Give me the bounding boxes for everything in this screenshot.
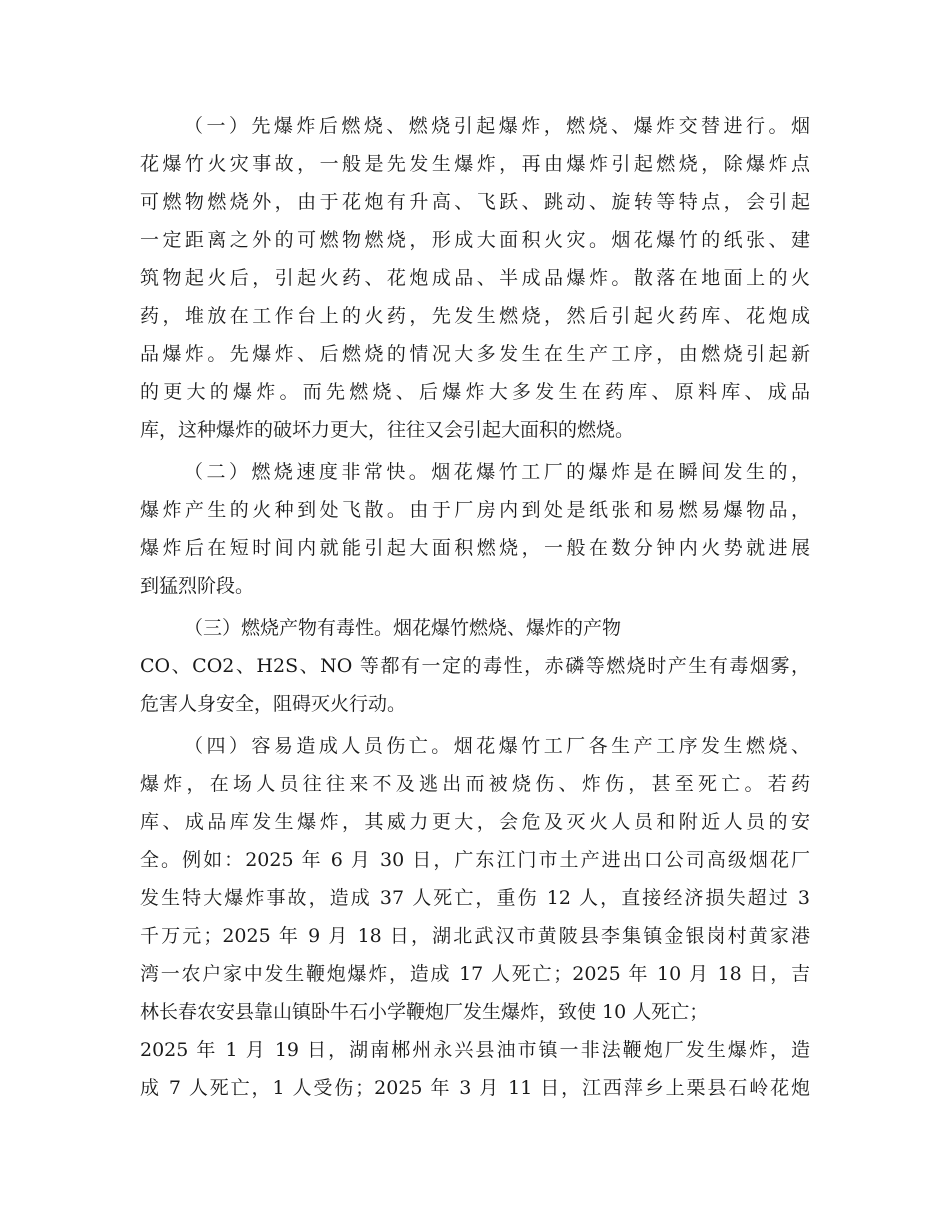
paragraph-line: （二）燃烧速度非常快。烟花爆竹工厂的爆炸是在瞬间发生的，: [184, 461, 810, 483]
paragraph-3: [140, 609, 810, 723]
paragraph-line: 发生特大爆炸事故，造成 37 人死亡，重伤 12 人，直接经济损失超过 3: [140, 887, 810, 909]
paragraph-4: [140, 727, 810, 1107]
paragraph-line: 全。例如：2025 年 6 月 30 日，广东江门市土产进出口公司高级烟花厂: [140, 849, 810, 871]
paragraph-line: 可燃物燃烧外，由于花炮有升高、飞跃、跳动、旋转等特点，会引起: [140, 191, 810, 213]
paragraph-1: [140, 107, 810, 449]
document-body: [140, 107, 810, 1107]
paragraph-line: 药，堆放在工作台上的火药，先发生燃烧，然后引起火药库、花炮成: [140, 305, 810, 327]
paragraph-line: 的更大的爆炸。而先燃烧、后爆炸大多发生在药库、原料库、成品: [140, 381, 810, 403]
paragraph-line: CO、CO2、H2S、NO 等都有一定的毒性，赤磷等燃烧时产生有毒烟雾，: [140, 655, 810, 677]
paragraph-line: 危害人身安全，阻碍灭火行动。: [140, 693, 407, 715]
paragraph-line: 筑物起火后，引起火药、花炮成品、半成品爆炸。散落在地面上的火: [140, 267, 810, 289]
paragraph-line: 爆炸后在短时间内就能引起大面积燃烧，一般在数分钟内火势就进展: [140, 537, 810, 559]
paragraph-line: 花爆竹火灾事故，一般是先发生爆炸，再由爆炸引起燃烧，除爆炸点: [140, 153, 810, 175]
paragraph-line: 爆炸，在场人员往往来不及逃出而被烧伤、炸伤，甚至死亡。若药: [140, 773, 810, 795]
paragraph-line: 到猛烈阶段。: [140, 575, 255, 597]
paragraph-line: 湾一农户家中发生鞭炮爆炸，造成 17 人死亡；2025 年 10 月 18 日，吉: [140, 963, 810, 985]
paragraph-line: （一）先爆炸后燃烧、燃烧引起爆炸，燃烧、爆炸交替进行。烟: [184, 115, 810, 137]
paragraph-line: 2025 年 1 月 19 日，湖南郴州永兴县油市镇一非法鞭炮厂发生爆炸，造: [140, 1039, 810, 1061]
paragraph-2: [140, 453, 810, 605]
paragraph-line: 千万元；2025 年 9 月 18 日，湖北武汉市黄陂县李集镇金银岗村黄家港: [140, 925, 810, 947]
paragraph-line: （四）容易造成人员伤亡。烟花爆竹工厂各生产工序发生燃烧、: [184, 735, 810, 757]
paragraph-line: 库，这种爆炸的破坏力更大，往往又会引起大面积的燃烧。: [140, 419, 635, 441]
paragraph-line: （三）燃烧产物有毒性。烟花爆竹燃烧、爆炸的产物: [184, 617, 622, 639]
paragraph-line: 一定距离之外的可燃物燃烧，形成大面积火灾。烟花爆竹的纸张、建: [140, 229, 810, 251]
paragraph-line: 林长春农安县靠山镇卧牛石小学鞭炮厂发生爆炸，致使 10 人死亡；: [140, 1001, 709, 1023]
paragraph-line: 成 7 人死亡，1 人受伤；2025 年 3 月 11 日，江西萍乡上栗县石岭花炮: [140, 1077, 810, 1099]
paragraph-line: 库、成品库发生爆炸，其威力更大，会危及灭火人员和附近人员的安: [140, 811, 810, 833]
paragraph-line: 爆炸产生的火种到处飞散。由于厂房内到处是纸张和易燃易爆物品，: [140, 499, 810, 521]
paragraph-line: 品爆炸。先爆炸、后燃烧的情况大多发生在生产工序，由燃烧引起新: [140, 343, 810, 365]
